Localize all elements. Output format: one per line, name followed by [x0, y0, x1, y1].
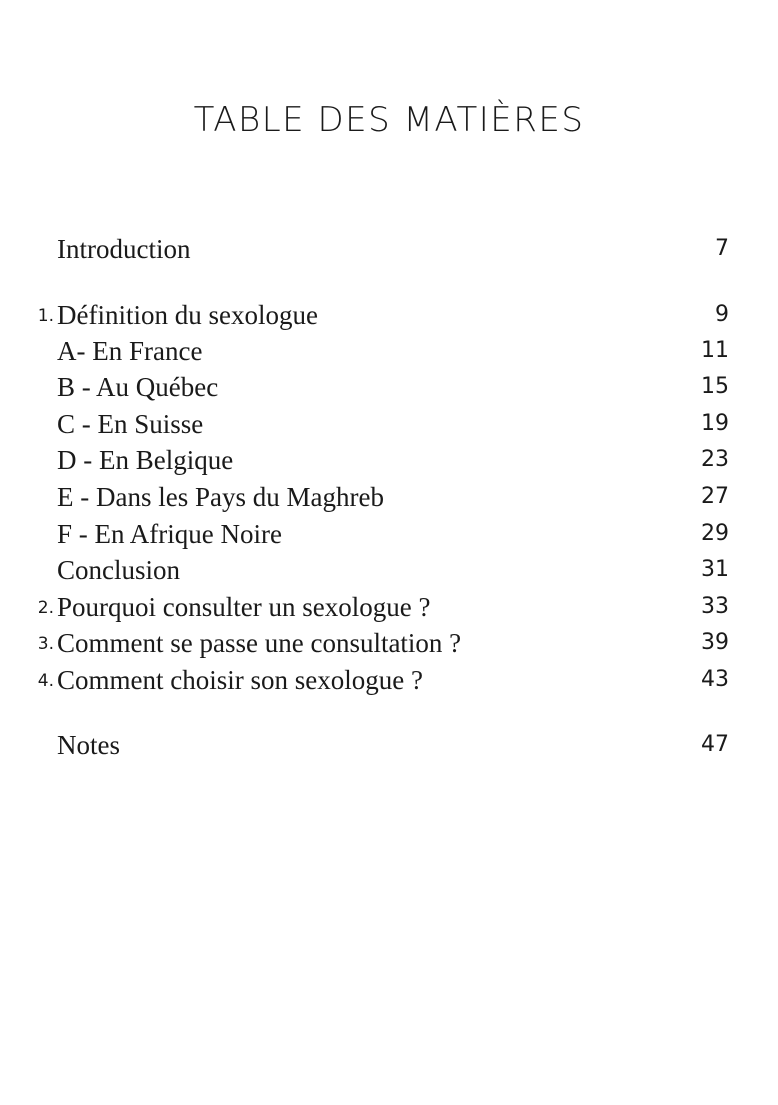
toc-entry-label: C - En Suisse — [57, 409, 204, 439]
toc-entry-suisse — [0, 407, 778, 441]
toc-entry-label: Conclusion — [57, 555, 181, 585]
toc-entry-label: E - Dans les Pays du Maghreb — [57, 482, 384, 512]
toc-entry-pourquoi — [0, 590, 778, 624]
toc-entry-definition — [0, 298, 778, 332]
toc-entry-label: B - Au Québec — [57, 372, 219, 402]
toc-entry-afrique-noire — [0, 517, 778, 551]
toc-entry-maghreb — [0, 480, 778, 514]
toc-entry-number: 1. — [37, 306, 54, 326]
toc-entry-choisir — [0, 663, 778, 697]
toc-entry-conclusion — [0, 553, 778, 587]
toc-entry-number: 4. — [37, 671, 54, 691]
toc-entry-page: 11 — [701, 338, 729, 363]
toc-entry-page: 33 — [701, 594, 729, 619]
toc-entry-label: Notes — [57, 730, 120, 760]
toc-entry-page: 15 — [701, 374, 729, 399]
toc-entry-page: 9 — [715, 302, 729, 327]
toc-entry-page: 43 — [701, 667, 729, 692]
toc-entry-france — [0, 334, 778, 368]
toc-entry-number: 2. — [37, 598, 54, 618]
toc-entry-page: 39 — [701, 630, 729, 655]
toc-entry-label: F - En Afrique Noire — [57, 519, 282, 549]
toc-entry-page: 7 — [715, 236, 729, 261]
toc-entry-page: 29 — [701, 521, 729, 546]
toc-entry-page: 47 — [701, 732, 729, 757]
toc-entry-label: Comment choisir son sexologue ? — [57, 665, 423, 695]
toc-entry-label: Définition du sexologue — [57, 300, 318, 330]
toc-entry-page: 19 — [701, 411, 729, 436]
toc-entry-number: 3. — [37, 634, 54, 654]
toc-entry-label: A- En France — [57, 336, 203, 366]
toc-entry-label: Pourquoi consulter un sexologue ? — [57, 592, 431, 622]
toc-title: TABLE DES MATIÈRES — [193, 100, 585, 140]
toc-entry-consultation — [0, 626, 778, 660]
toc-entry-label: D - En Belgique — [57, 445, 234, 475]
toc-entry-notes — [0, 728, 778, 762]
toc-entry-belgique — [0, 443, 778, 477]
toc-entry-page: 23 — [701, 447, 729, 472]
toc-entry-page: 27 — [701, 484, 729, 509]
toc-entry-page: 31 — [701, 557, 729, 582]
toc-entry-quebec — [0, 370, 778, 404]
toc-entry-introduction — [0, 232, 778, 266]
toc-entry-label: Introduction — [57, 234, 191, 264]
toc-entry-label: Comment se passe une consultation ? — [57, 628, 462, 658]
